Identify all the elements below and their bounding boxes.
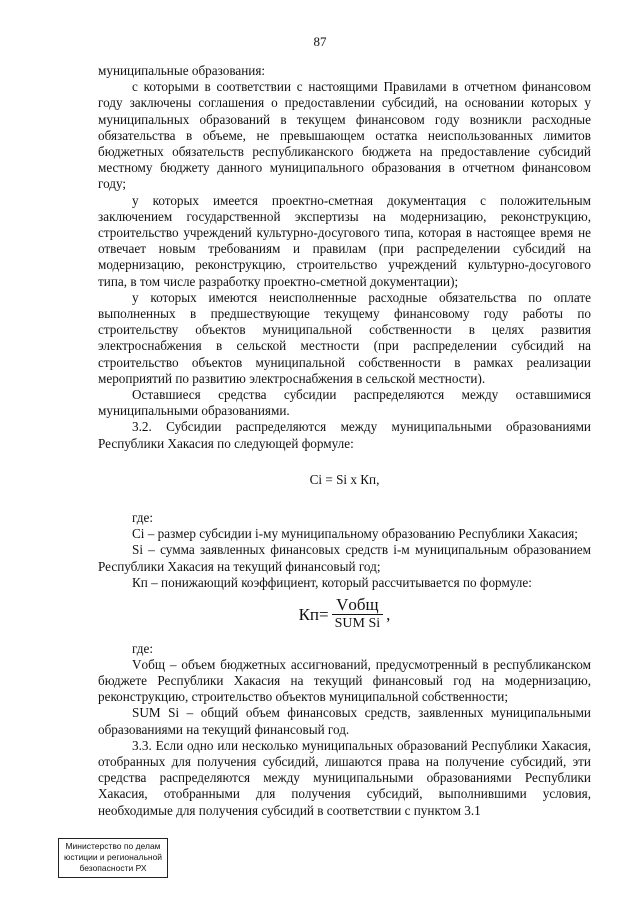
definition-ci: Ci – размер субсидии i-му муниципальному образованию Республики Хакасия; — [132, 526, 578, 542]
definition-vobshch: Vобщ – объем бюджетных ассигнований, предусмотренный в республиканском бюджете Республики Хакасия на текущий финансовый год на модернизацию, реконструкцию, строительство объектов муниципальной собственности; — [98, 656, 591, 705]
definition-kp: Кп – понижающий коэффициент, который рассчитывается по формуле: — [132, 574, 532, 590]
formula-kp-lhs: Кп= — [298, 604, 329, 624]
page-number: 87 — [313, 34, 327, 49]
formula-kp-denominator: SUM Si — [334, 616, 381, 632]
where-label: где: — [132, 640, 153, 656]
where-label: где: — [132, 510, 153, 526]
formula-kp-suffix: , — [386, 604, 391, 624]
ministry-stamp — [58, 838, 168, 878]
formula-kp-numerator: Vобщ — [332, 597, 383, 615]
stamp-line: безопасности РХ — [79, 863, 147, 873]
paragraph: у которых имеются неисполненные расходные обязательства по оплате выполненных в предшествующие текущему финансовому году работы по строительству объектов муниципальной собственности в целях развития электроснабжения в сельской местности (при распределении субсидий на строительство объектов муниципальной собственности в рамках реализации мероприятий по развитию электроснабжения в сельской местности). — [98, 289, 591, 386]
paragraph: Оставшиеся средства субсидии распределяются между оставшимися муниципальными образованиями. — [98, 387, 591, 419]
formula-kp-fraction — [331, 597, 385, 632]
paragraph: муниципальные образования: — [98, 63, 266, 78]
paragraph: с которыми в соответствии с настоящими Правилами в отчетном финансовом году заключены соглашения о предоставлении субсидий, на основании которых у муниципальных образований в текущем финансовом году возникли расходные обязательства в объеме, не превышающем остатка неиспользованных лимитов бюджетных обязательств республиканского бюджета на предоставление субсидий местному бюджету данного муниципального образования в отчетном финансовом году; — [98, 79, 591, 192]
paragraph-3-3: 3.3. Если одно или несколько муниципальных образований Республики Хакасия, отобранных для получения субсидий, лишаются права на получение субсидий, эти средства распределяются между муниципальными образованиями Республики Хакасия, отобранными для получения субсидий, выполнившими условия, необходимые для получения субсидий в соответствии с пунктом 3.1 — [98, 737, 591, 818]
paragraph: у которых имеется проектно-сметная документация с положительным заключением государственной экспертизы на модернизацию, реконструкцию, строительство учреждений культурно-досугового типа, которая в настоящее время не отвечает новым требованиям и правилам (при распределении субсидий на модернизацию, реконструкцию, строительство учреждений культурно-досугового типа, в том числе разработку проектно-сметной документации); — [98, 192, 591, 289]
document-body — [98, 63, 591, 819]
stamp-line: Министерство по делам — [65, 841, 161, 851]
stamp-line: юстиции и региональной — [63, 852, 163, 862]
paragraph: 3.2. Субсидии распределяются между муниципальными образованиями Республики Хакасия по следующей формуле: — [98, 419, 591, 451]
formula-kp — [98, 597, 591, 632]
definition-sum-si: SUM Si – общий объем финансовых средств, заявленных муниципальными образованиями на текущий финансовый год. — [98, 705, 591, 737]
definition-si: Si – сумма заявленных финансовых средств i-м муниципальным образованием Республики Хакасия на текущий финансовый год; — [98, 542, 591, 574]
formula-ci: Ci = Si x Кп, — [309, 471, 380, 487]
